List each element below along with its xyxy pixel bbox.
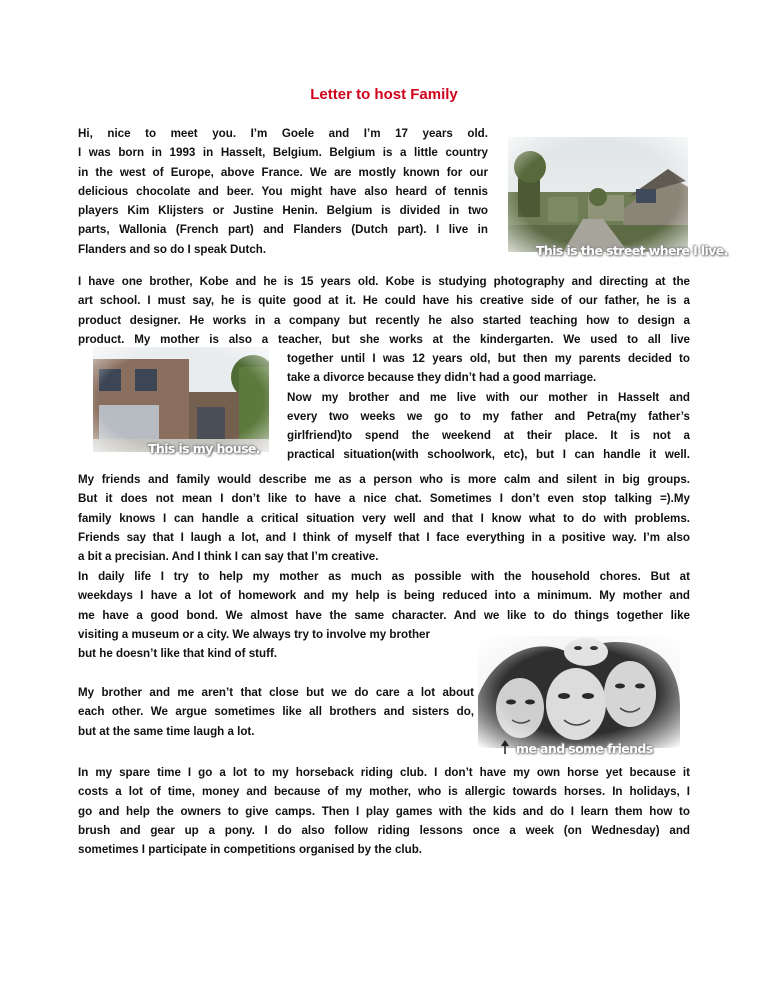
text-line: weekdays I have a lot of homework and my help is being reduced into a minimum. My mother and: [78, 589, 690, 603]
spare-time-paragraph: [78, 763, 690, 859]
letter-title: Letter to host Family: [310, 86, 458, 103]
text-line: product. My mother is also a teacher, but she works at the kindergarten. We used to all live: [78, 332, 690, 346]
family-paragraph-continued: [287, 349, 690, 465]
text-line: art school. I must say, he is quite good at it. He could have his creative side of our father, he is a: [78, 294, 690, 308]
daily-life-paragraph: [78, 567, 690, 625]
friends-paragraph: [78, 470, 690, 566]
text-line: costs a lot of time, money and because of my mother, who is allergic towards horses. In holidays, I: [78, 785, 690, 799]
text-line: Friends say that I laugh a lot, and I think of myself that I face everything in a positive way. I’m also: [78, 530, 690, 544]
text-line: In daily life I try to help my mother as much as possible with the household chores. But at: [78, 570, 690, 583]
text-line: Flanders and so do I speak Dutch.: [78, 242, 267, 256]
text-line: I have one brother, Kobe and he is 15 years old. Kobe is studying photography and directing at the: [78, 275, 690, 288]
arrow-up-icon: [500, 740, 510, 754]
friends-photo-caption: me and some friends: [516, 741, 653, 756]
text-line: but at the same time laugh a lot.: [78, 724, 255, 738]
text-line: Now my brother and me live with our mother in Hasselt and: [287, 390, 690, 404]
text-line: players Kim Klijsters or Justine Henin. Belgium is divided in two: [78, 204, 488, 218]
text-line: But it does not mean I don’t like to have a nice chat. Sometimes I don’t even stop talking =).My: [78, 492, 690, 506]
text-line: me have a good bond. We almost have the same character. And we like to do things together like: [78, 608, 690, 622]
house-photo-caption: This is my house.: [148, 441, 260, 456]
text-line: in the west of Europe, above France. We are mostly known for our: [78, 165, 488, 179]
text-line: every two weeks we go to my father and Petra(my father’s: [287, 409, 690, 423]
text-line: go and help the owners to give camps. Then I play games with the kids and do I learn them how to: [78, 804, 690, 818]
text-line: practical situation(with schoolwork, etc), but I can handle it well.: [287, 448, 690, 462]
text-line: each other. We argue sometimes like all brothers and sisters do,: [78, 705, 474, 719]
intro-paragraph: [78, 124, 488, 259]
text-line: product designer. He works in a company but recently he also started teaching how to design a: [78, 313, 690, 327]
street-photo-caption: This is the street where I live.: [536, 243, 728, 258]
text-line: take a divorce because they didn’t had a good marriage.: [287, 371, 597, 385]
street-photo: [508, 137, 688, 252]
text-line: sometimes I participate in competitions organised by the club.: [78, 843, 423, 857]
friends-photo-image: [478, 636, 680, 748]
text-line: a bit a precisian. And I think I can say that I’m creative.: [78, 550, 379, 564]
text-line: delicious chocolate and beer. You might have also heard of tennis: [78, 184, 488, 198]
house-photo: [93, 347, 269, 452]
text-line: parts, Wallonia (French part) and Flanders (Dutch part). I live in: [78, 223, 488, 237]
friends-photo: [478, 636, 680, 748]
text-line: but he doesn’t like that kind of stuff.: [78, 647, 278, 661]
house-photo-image: [93, 347, 269, 452]
text-line: I was born in 1993 in Hasselt, Belgium. Belgium is a little country: [78, 146, 488, 160]
text-line: visiting a museum or a city. We always try to involve my brother: [78, 628, 431, 641]
text-line: brush and gear up a pony. I do also follow riding lessons once a week (on Wednesday) and: [78, 823, 690, 837]
text-line: Hi, nice to meet you. I’m Goele and I’m 17 years old.: [78, 127, 488, 140]
text-line: My brother and me aren’t that close but we do care a lot about: [78, 686, 474, 699]
family-paragraph: [78, 272, 690, 349]
text-line: family knows I can handle a critical situation very well and that I know what to do with problems.: [78, 511, 690, 525]
text-line: together until I was 12 years old, but then my parents decided to: [287, 352, 690, 365]
text-line: In my spare time I go a lot to my horseback riding club. I don’t have my own horse yet because it: [78, 766, 690, 779]
text-line: girlfriend)to spend the weekend at their place. It is not a: [287, 429, 690, 443]
brother-paragraph: [78, 683, 474, 741]
daily-life-paragraph-continued: [78, 625, 478, 664]
text-line: My friends and family would describe me as a person who is more calm and silent in big groups.: [78, 473, 690, 486]
street-photo-image: [508, 137, 688, 252]
